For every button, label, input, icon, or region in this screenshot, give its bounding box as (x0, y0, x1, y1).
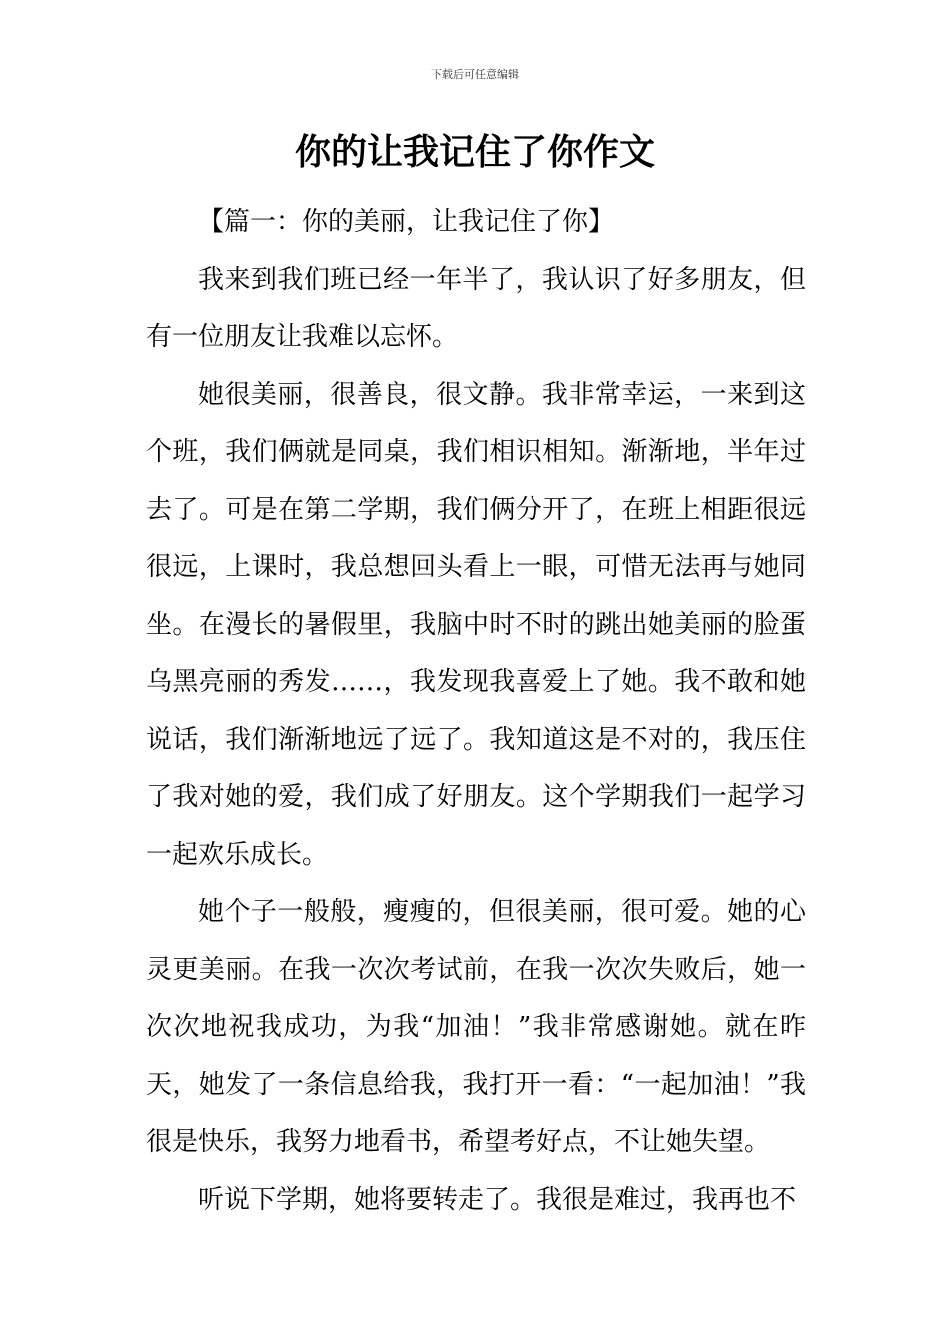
document-body (146, 194, 806, 1229)
header-note: 下载后可任意编辑 (431, 68, 519, 81)
paragraph: 她个子一般般，瘦瘦的，但很美丽，很可爱。她的心灵更美丽。在我一次次考试前，在我一次次失败后，她一次次地祝我成功，为我“加油！”我非常感谢她。就在昨天，她发了一条信息给我，我打开一看：“一起加油！”我很是快乐，我努力地看书，希望考好点，不让她失望。 (146, 897, 806, 1157)
document-title: 你的让我记住了你作文 (294, 132, 655, 173)
paragraph: 她很美丽，很善良，很文静。我非常幸运，一来到这个班，我们俩就是同桌，我们相识相知。渐渐地，半年过去了。可是在第二学期，我们俩分开了，在班上相距很远很远，上课时，我总想回头看上一眼，可惜无法再与她同坐。在漫长的暑假里，我脑中时不时的跳出她美丽的脸蛋乌黑亮丽的秀发……，我发现我喜爱上了她。我不敢和她说话，我们渐渐地远了远了。我知道这是不对的，我压住了我对她的爱，我们成了好朋友。这个学期我们一起学习一起欢乐成长。 (146, 379, 806, 870)
paragraph: 听说下学期，她将要转走了。我很是难过，我再也不 (198, 1184, 797, 1215)
paragraph: 我来到我们班已经一年半了，我认识了好多朋友，但有一位朋友让我难以忘怀。 (146, 264, 806, 352)
section-heading: 【篇一：你的美丽，让我记住了你】 (198, 207, 615, 237)
